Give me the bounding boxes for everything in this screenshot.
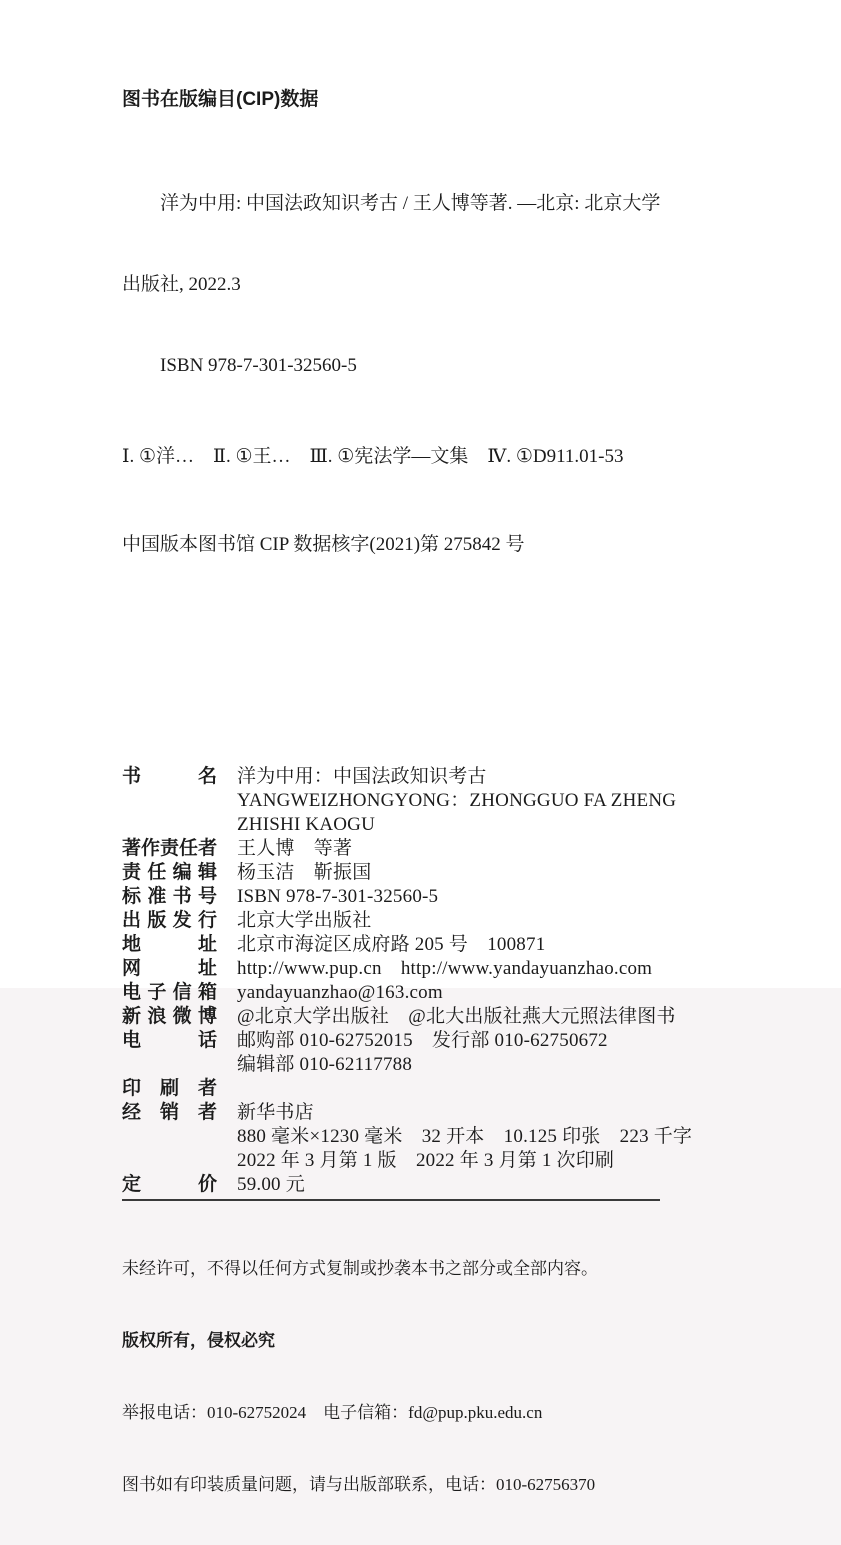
info-value: 邮购部 010-62752015 发行部 010-62750672 [237, 1030, 608, 1051]
info-label [122, 957, 217, 981]
info-row [122, 789, 677, 813]
info-value: @北京大学出版社 @北大出版社燕大元照法律图书 [237, 1006, 676, 1027]
info-value: 北京市海淀区成府路 205 号 100871 [237, 934, 546, 955]
info-row [122, 1149, 660, 1173]
info-label-char: 浪 [147, 1006, 167, 1027]
info-label-char: 书 [172, 886, 192, 907]
footer-notices [122, 1209, 660, 1545]
info-label [122, 1005, 217, 1029]
cip-data-block [122, 136, 660, 612]
info-label-char: 任 [147, 862, 167, 883]
info-label-char: 话 [197, 1030, 217, 1051]
info-label [122, 765, 217, 789]
info-value: 2022 年 3 月第 1 版 2022 年 3 月第 1 次印刷 [237, 1150, 615, 1171]
cip-title: 图书在版编目(CIP)数据 [122, 89, 319, 110]
info-label [122, 1149, 217, 1173]
info-row [122, 813, 660, 837]
info-label-char: 版 [147, 910, 167, 931]
info-row [122, 885, 660, 909]
info-label-char: 号 [197, 886, 217, 907]
info-label-char: 址 [197, 934, 217, 955]
info-value: 880 毫米×1230 毫米 32 开本 10.125 印张 223 千字 [237, 1126, 693, 1147]
report-contact-line: 举报电话：010-62752024 电子信箱：fd@pup.pku.edu.cn [122, 1403, 543, 1422]
cip-publisher-line: 出版社, 2022.3 [122, 274, 241, 295]
info-label-char: 准 [147, 886, 167, 907]
info-label-char: 价 [197, 1174, 217, 1195]
info-value: http://www.pup.cn http://www.yandayuanzhao.com [237, 958, 653, 979]
info-label-char: 箱 [197, 982, 217, 1003]
info-value: 编辑部 010-62117788 [237, 1054, 413, 1075]
info-label [122, 861, 217, 885]
info-label [122, 933, 217, 957]
info-row [122, 1077, 660, 1101]
info-label [122, 1029, 217, 1053]
info-label [122, 837, 217, 861]
info-label-char: 刷 [159, 1078, 179, 1099]
info-label-char: 印 [122, 1078, 142, 1099]
info-label-char: 者 [197, 1102, 217, 1123]
info-label-char: 网 [122, 958, 142, 979]
cip-bibliography-line: 洋为中用: 中国法政知识考古 / 王人博等著. —北京: 北京大学 [160, 193, 661, 214]
cip-record-number-line: 中国版本图书馆 CIP 数据核字(2021)第 275842 号 [122, 534, 525, 555]
info-row [122, 837, 660, 861]
cip-classification-line: Ⅰ. ①洋… Ⅱ. ①王… Ⅲ. ①宪法学—文集 Ⅳ. ①D911.01-53 [122, 446, 624, 467]
info-label-char: 电 [122, 982, 142, 1003]
info-row [122, 957, 660, 981]
info-row [122, 765, 660, 789]
info-label [122, 789, 217, 813]
info-label-char: 著 [122, 838, 142, 859]
info-label-char: 任 [179, 838, 199, 859]
info-value: yandayuanzhao@163.com [237, 982, 443, 1003]
info-row [122, 861, 660, 885]
info-label [122, 1173, 217, 1197]
info-value: YANGWEIZHONGYONG：ZHONGGUO FA ZHENG [237, 790, 677, 811]
info-value: 59.00 元 [237, 1174, 305, 1195]
info-label-char: 者 [198, 838, 218, 859]
info-label-char: 电 [122, 1030, 142, 1051]
info-value: ISBN 978-7-301-32560-5 [237, 886, 439, 907]
publication-info-table [122, 765, 693, 1197]
info-label [122, 1053, 217, 1077]
info-label-char: 博 [197, 1006, 217, 1027]
info-label-char: 定 [122, 1174, 142, 1195]
info-row [122, 1125, 693, 1149]
info-row [122, 1101, 660, 1125]
info-label-char: 出 [122, 910, 142, 931]
info-label-char: 名 [197, 766, 217, 787]
info-label [122, 909, 217, 933]
info-value: 杨玉洁 靳振国 [237, 862, 372, 883]
info-value: 新华书店 [237, 1102, 314, 1123]
info-label-char: 书 [122, 766, 142, 787]
info-value: 北京大学出版社 [237, 910, 372, 931]
no-copy-notice-line: 未经许可，不得以任何方式复制或抄袭本书之部分或全部内容。 [122, 1259, 598, 1278]
divider-rule [122, 1199, 660, 1201]
info-row [122, 1053, 660, 1077]
info-label-char: 销 [159, 1102, 179, 1123]
info-row [122, 1029, 660, 1053]
info-label [122, 885, 217, 909]
info-label [122, 1101, 217, 1125]
info-row [122, 981, 660, 1005]
info-label-char: 经 [122, 1102, 142, 1123]
info-row [122, 933, 660, 957]
info-label-char: 者 [197, 1078, 217, 1099]
info-label-char: 作 [141, 838, 161, 859]
info-value: 洋为中用：中国法政知识考古 [237, 766, 487, 787]
info-label-char: 发 [172, 910, 192, 931]
info-label-char: 标 [122, 886, 142, 907]
info-label-char: 址 [197, 958, 217, 979]
copyright-reserved-line: 版权所有，侵权必究 [122, 1331, 275, 1350]
info-label-char: 子 [147, 982, 167, 1003]
info-label-char: 责 [122, 862, 142, 883]
info-label-char: 行 [197, 910, 217, 931]
info-label [122, 981, 217, 1005]
quality-contact-line: 图书如有印装质量问题，请与出版部联系，电话：010-62756370 [122, 1475, 596, 1494]
info-row [122, 1173, 660, 1197]
info-label-char: 辑 [197, 862, 217, 883]
info-value: 王人博 等著 [237, 838, 353, 859]
cip-isbn-line: ISBN 978-7-301-32560-5 [160, 355, 357, 376]
info-label-char: 地 [122, 934, 142, 955]
info-label-char: 编 [172, 862, 192, 883]
info-label [122, 1125, 217, 1149]
info-row [122, 909, 660, 933]
info-label [122, 1077, 217, 1101]
info-label-char: 信 [172, 982, 192, 1003]
info-label-char: 新 [122, 1006, 142, 1027]
info-value: ZHISHI KAOGU [237, 814, 376, 835]
info-label-char: 责 [160, 838, 180, 859]
info-label [122, 813, 217, 837]
info-label-char: 微 [172, 1006, 192, 1027]
info-row [122, 1005, 676, 1029]
